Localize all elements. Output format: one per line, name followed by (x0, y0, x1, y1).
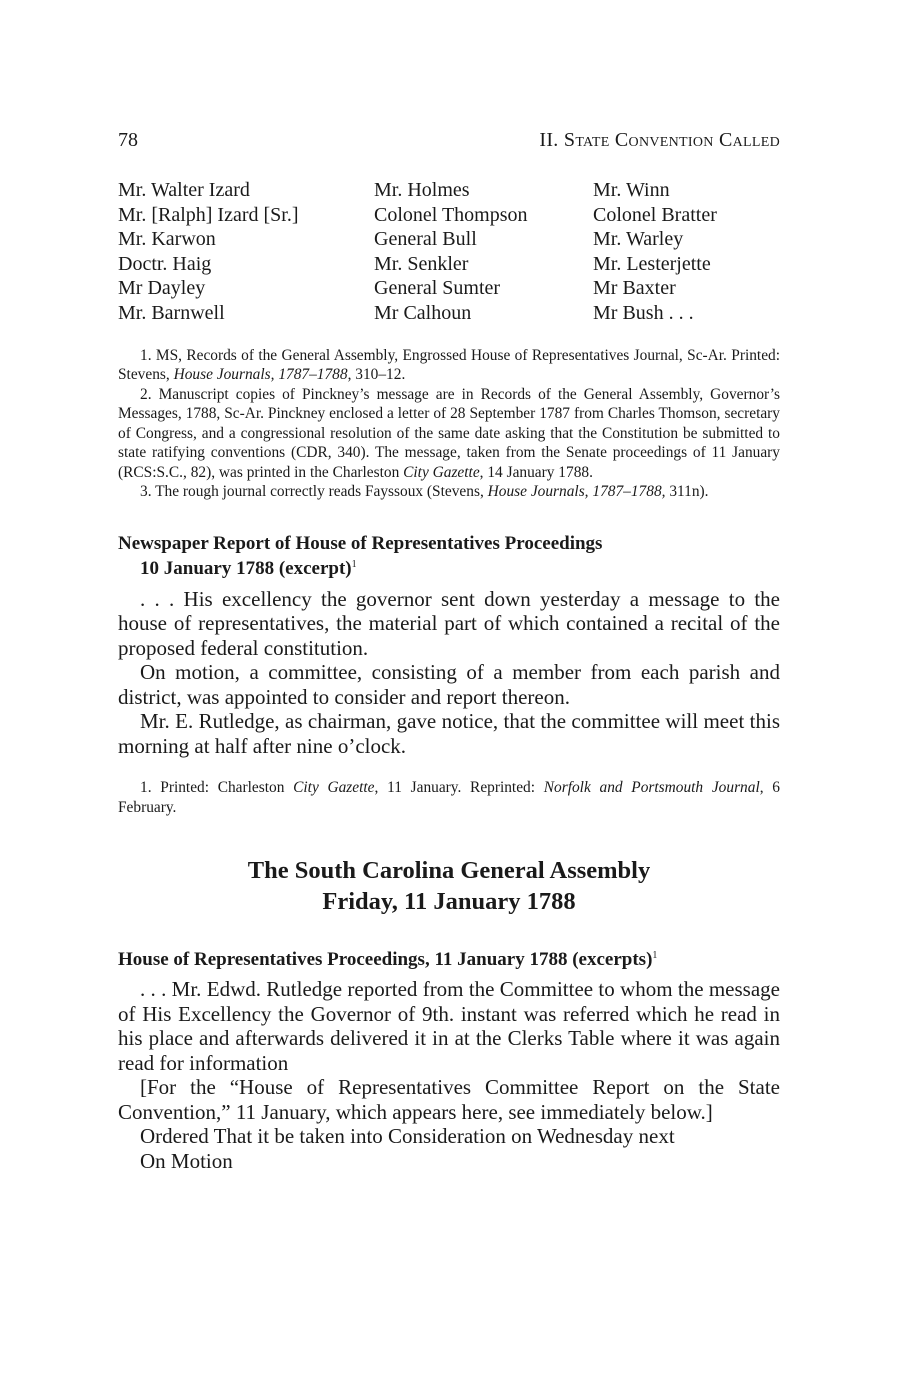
paragraph: On motion, a committee, consisting of a member from each parish and district, was appointed to consider and report thereon. (118, 660, 780, 709)
page-number: 78 (118, 129, 138, 151)
member-name: General Bull (374, 228, 477, 251)
section-heading-house-proceedings: House of Representatives Proceedings, 11 January 1788 (excerpts)$^1$ (118, 949, 658, 971)
member-column-1 (118, 178, 374, 326)
paragraph: . . . Mr. Edwd. Rutledge reported from the Committee to whom the message of His Excellency the Governor of 9th. instant was referred which he read in his place and afterwards delivered it in at the Clerks Table where it was again read for information (118, 977, 780, 1075)
paragraph: Mr. E. Rutledge, as chairman, gave notice, that the committee will meet this morning at half after nine o’clock. (118, 709, 780, 758)
member-name: Mr. Barnwell (118, 301, 225, 324)
section-heading-newspaper-report: Newspaper Report of House of Representatives Proceedings 10 January 1788 (excerpt)$^1$ (118, 532, 603, 579)
footnotes-1 (118, 346, 780, 502)
newspaper-report-body (118, 587, 780, 759)
member-name: Mr. Holmes (374, 179, 470, 201)
member-name: General Sumter (374, 277, 501, 300)
member-name: Mr. [Ralph] Izard [Sr.] (118, 203, 299, 226)
footnote-3: 3. The rough journal correctly reads Fayssoux (Stevens, House Journals, 1787–1788, 311n). (140, 483, 709, 501)
member-name: Mr. Warley (593, 228, 684, 251)
member-name: Mr Dayley (118, 277, 206, 300)
member-name: Mr. Lesterjette (593, 252, 711, 275)
member-name: Mr. Senkler (374, 252, 469, 275)
page (118, 126, 780, 1173)
house-proceedings-body (118, 977, 780, 1173)
member-name: Mr. Walter Izard (118, 179, 250, 201)
center-title: The South Carolina General Assembly Friday, 11 January 1788 (247, 857, 651, 916)
footnote-marker: 1 (351, 558, 357, 570)
running-head (118, 126, 780, 154)
footnote-marker: 1 (652, 950, 658, 962)
footnote-1: 1. MS, Records of the General Assembly, Engrossed House of Representatives Journal, Sc-Ar. Printed: Stevens, House Journals, 1787–1788, 310–12. (118, 346, 780, 384)
member-name: Colonel Bratter (593, 203, 717, 226)
member-column-3 (593, 178, 780, 326)
member-name: Colonel Thompson (374, 203, 528, 226)
footnote-1: 1. Printed: Charleston City Gazette, 11 January. Reprinted: Norfolk and Portsmouth Journal, 6 February. (118, 779, 780, 816)
footnotes-2 (118, 778, 780, 817)
member-name: Mr Calhoun (374, 301, 472, 324)
member-list (118, 178, 780, 326)
footnote-2: 2. Manuscript copies of Pinckney’s message are in Records of the General Assembly, Governor’s Messages, 1788, Sc-Ar. Pinckney enclosed a letter of 28 September 1787 from Charles Thomson, secretary of Congress, and a congressional resolution of the same date asking that the Constitution be submitted to state ratifying conventions (CDR, 340). The message, taken from the Senate proceedings of 11 January (RCS:S.C., 82), was printed in the Charleston City Gazette, 14 January 1788. (118, 385, 780, 481)
member-column-2 (374, 178, 593, 326)
member-name: Mr Bush . . . (593, 301, 694, 324)
member-name: Mr. Karwon (118, 228, 216, 251)
running-title: II. State Convention Called (539, 129, 780, 151)
paragraph: Ordered That it be taken into Consideration on Wednesday next (140, 1124, 675, 1149)
paragraph: [For the “House of Representatives Committee Report on the State Convention,” 11 January, which appears here, see immediately below.] (118, 1075, 780, 1124)
paragraph: . . . His excellency the governor sent down yesterday a message to the house of representatives, the material part of which contained a recital of the proposed federal constitution. (118, 586, 780, 660)
member-name: Mr. Winn (593, 179, 670, 201)
member-name: Mr Baxter (593, 277, 676, 300)
member-name: Doctr. Haig (118, 252, 212, 275)
paragraph: On Motion (140, 1148, 233, 1173)
